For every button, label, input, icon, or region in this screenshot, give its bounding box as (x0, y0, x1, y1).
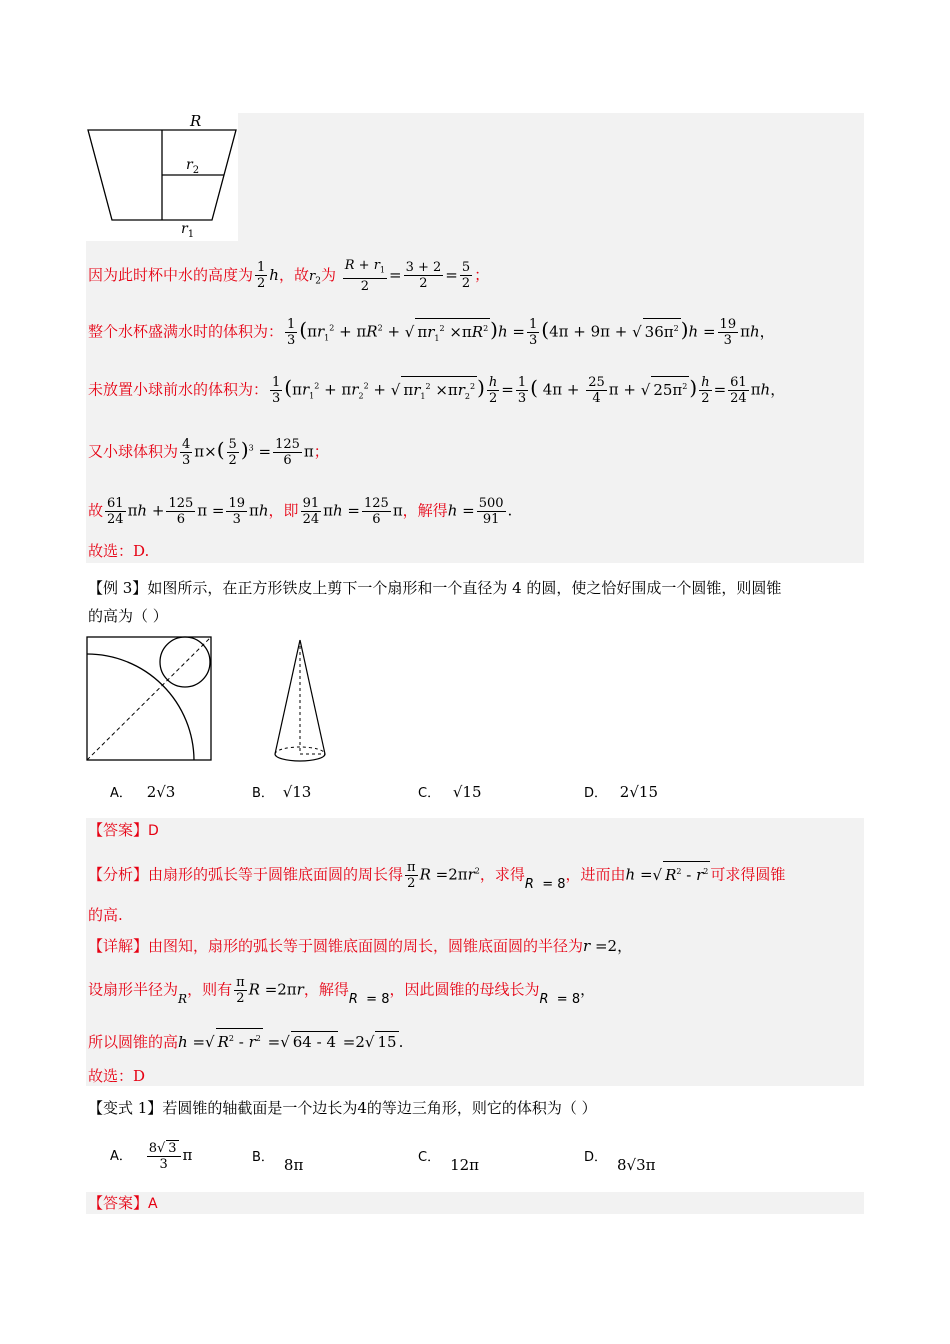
ex3-detail-line2: 设扇形半径为$_R$，则有 $\frac{\pi}{2}$ R =2πr，解得R = 8，因此圆锥的母线长为R = 8， (88, 975, 596, 1007)
var1-answer-block (86, 1192, 864, 1214)
var1-question: 【变式 1】若圆锥的轴截面是一个边长为4的等边三角形，则它的体积为（ ） (88, 1099, 597, 1117)
ex3-question: 【例 3】如图所示，在正方形铁皮上剪下一个扇形和一个直径为 4 的圆，使之恰好围成一个圆锥，则圆锥 的高为（ ） (88, 579, 782, 625)
ex3-analysis: 【分析】由扇形的弧长等于圆锥底面圆的周长得 $\frac{\pi}{2}$ $R =2\pi r^2$，求得R = 8，进而由h =√ $R^2 - r^2$ 可求得圆锥 (88, 860, 785, 891)
sol1-line1: 因为此时杯中水的高度为 $\frac{1}{2}$ h，故$r_2$为 $\frac{R + r_1}{2}$ = $\frac{3 + 2}{2}$ = $\frac{5}{2}$ ； (88, 258, 490, 294)
ex3-choose: 故选：D (88, 1067, 146, 1085)
ex3-detail-line3: 所以圆锥的高h =√ $R^2 - r^2$ =√ 64 - 4 =2√ 15 . (88, 1028, 403, 1052)
sol1-line5: 故 $\frac{61}{24}$ πh + $\frac{125}{6}$ π = $\frac{19}{3}$ πh，即 $\frac{91}{24}$ πh = $\frac{125}{6}$ π，解得h = $\frac{500}{91}$ . (88, 496, 513, 527)
cup-figure (86, 113, 238, 241)
ex3-option-c[interactable]: C． √15 (418, 783, 482, 801)
label-r2: $r_2$ (186, 157, 200, 176)
var1-option-a[interactable]: A． $\frac{8√ 3}{3}$ π (110, 1140, 192, 1172)
ex3-tag: 【例 3】 (88, 579, 148, 597)
ex3-analysis-cont: 的高. (88, 906, 123, 924)
label-R: R (190, 112, 202, 130)
var1-option-c[interactable]: C． 12π (418, 1150, 480, 1174)
square-sheet-figure (86, 636, 214, 762)
var1-option-d[interactable]: D． 8√3π (584, 1150, 656, 1174)
ex3-option-b[interactable]: B． √13 (252, 783, 312, 801)
ex3-detail-line1: 【详解】由图知，扇形的弧长等于圆锥底面圆的周长，圆锥底面圆的半径为r =2， (88, 937, 633, 955)
cup-diagram (86, 113, 238, 241)
var1-tag: 【变式 1】 (88, 1099, 163, 1117)
var1-answer: 【答案】A (88, 1194, 158, 1212)
sol1-choose: 故选：D. (88, 542, 150, 560)
sol1-line2: 整个水杯盛满水时的体积为： $\frac{1}{3}$ ($\pi r_1^2 + \pi R^2$ + √ $\pi r_1^2 \times\pi R^2$ )h = $\frac{1}{3}$ (4π + 9π + √ $36\pi^2$ )h = $\frac{19}{3}$ πh， (88, 317, 775, 349)
sol1-line3: 未放置小球前水的体积为： $\frac{1}{3}$ ($\pi r_1^2 + \pi r_2^2$ + √ $\pi r_1^2 \times\pi r_2^2$ ) $\frac{h}{2}$ = $\frac{1}{3}$ ( 4π + $\frac{25}{4}$ π + √ $25\pi^2$ ) $\frac{h}{2}$ = $\frac{61}{24}$ πh， (88, 375, 785, 407)
ex3-answer: 【答案】D (88, 821, 159, 839)
ex3-option-d[interactable]: D． 2√15 (584, 783, 658, 801)
cone-figure (270, 636, 360, 766)
label-r1: $r_1$ (181, 221, 195, 240)
var1-option-b[interactable]: B． 8π (252, 1150, 304, 1174)
ex3-option-a[interactable]: A． 2√3 (110, 783, 176, 801)
sol1-line4: 又小球体积为 $\frac{4}{3}$ π×( $\frac{5}{2}$ )$^3$ = $\frac{125}{6}$ π； (88, 437, 329, 468)
